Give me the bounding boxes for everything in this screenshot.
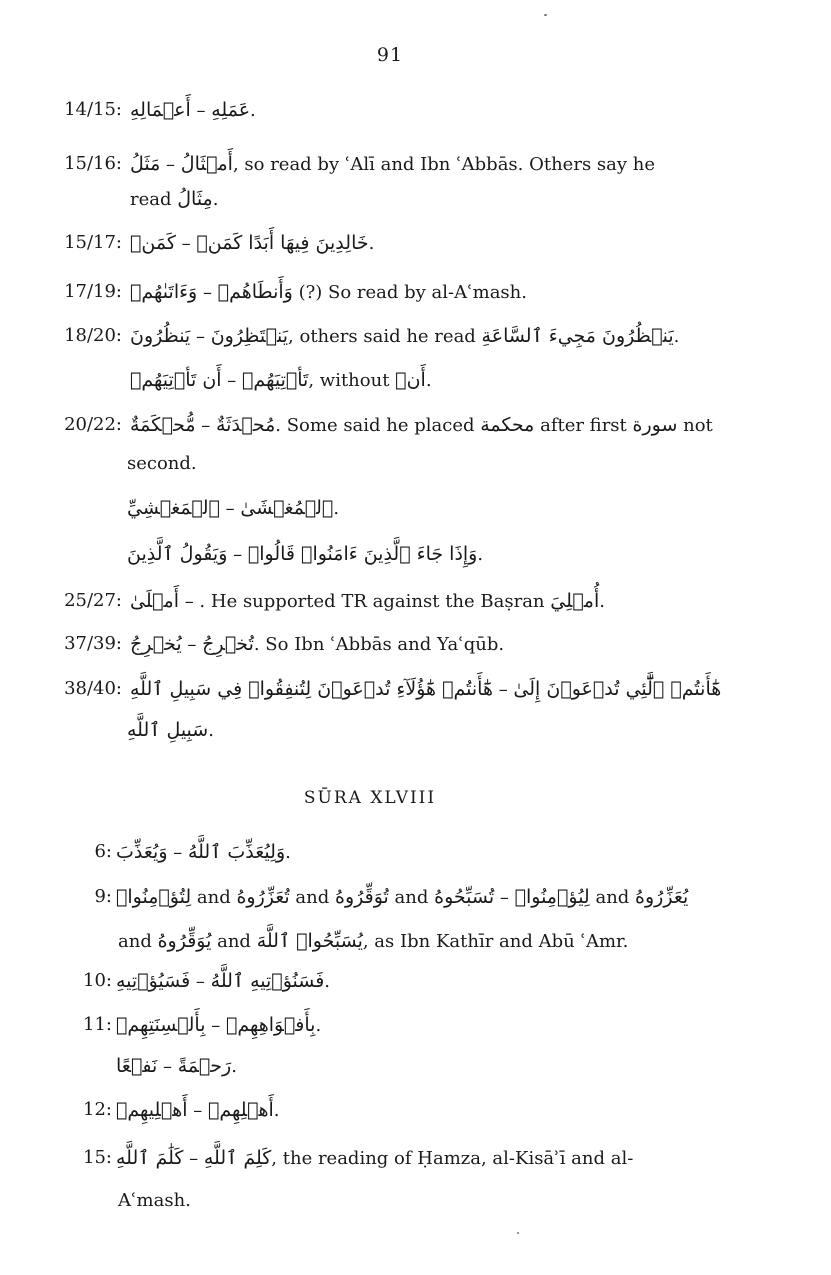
commentary-text: not <box>677 415 713 436</box>
commentary-text: – <box>160 154 181 175</box>
arabic-text: أَعۡمَالِهِ <box>130 99 191 121</box>
arabic-text: أَنۡ <box>395 369 426 391</box>
arabic-text: فَسَيُؤۡتِيهِ <box>116 970 191 992</box>
arabic-text: هَٰٓأَنتُمۡ ٱلَّٰٓئِي تُدۡعَوۡنَ إِلَىٰ <box>513 678 722 700</box>
sura48-reading-line <box>118 1187 191 1215</box>
commentary-text: – <box>205 1015 226 1036</box>
sura48-reading-line <box>116 883 688 912</box>
sura48-verse-ref: 15: <box>83 1147 112 1168</box>
commentary-text: , without <box>308 370 396 391</box>
arabic-text: ٱلۡمَغۡشِيِّ <box>127 497 220 519</box>
commentary-text: , as Ibn Kathīr and Abū ʿAmr. <box>362 931 629 952</box>
commentary-text: – <box>187 1100 208 1121</box>
sura47-reading-line <box>130 150 655 179</box>
commentary-text: and <box>388 887 435 908</box>
commentary-text: read <box>130 189 178 210</box>
arabic-text: تَأۡتِيَهُمۡ <box>242 369 309 391</box>
commentary-text: . <box>324 971 331 992</box>
sura47-reading-line <box>127 494 339 523</box>
commentary-text: . So Ibn ʿAbbās and Yaʿqūb. <box>253 634 505 655</box>
arabic-text: سَبِيلِ ٱللَّهِ <box>127 719 209 741</box>
sura47-verse-ref: 20/22: <box>64 414 122 435</box>
commentary-text: – . He supported TR against the Baṣran <box>178 591 551 612</box>
commentary-text: . <box>315 1015 322 1036</box>
sura47-reading-line <box>130 366 432 395</box>
sura47-reading-line <box>130 630 504 659</box>
commentary-text: – <box>157 1056 178 1077</box>
arabic-text: فَسَنُؤۡتِيهِ ٱللَّهُ <box>210 970 325 992</box>
arabic-text: مُحۡدَثَةٌ <box>215 414 276 436</box>
arabic-text: ٱلۡمُغۡشَىٰ <box>240 497 334 519</box>
commentary-text: – <box>195 415 216 436</box>
arabic-text: أَمۡثَالُ <box>180 153 233 175</box>
sura48-reading-line <box>116 1096 280 1125</box>
commentary-text: (?) So read by al-Aʿmash. <box>292 282 527 303</box>
sura47-reading-line <box>130 185 218 214</box>
sura48-verse-ref: 12: <box>83 1099 112 1120</box>
sura47-reading-line <box>127 716 214 745</box>
commentary-text: . <box>273 1100 280 1121</box>
sura47-reading-line <box>130 587 605 616</box>
arabic-text: لِتُؤۡمِنُوا۟ <box>116 886 192 908</box>
arabic-text: يُسَبِّحُوا۟ ٱللَّهَ <box>256 930 363 952</box>
scan-speck <box>544 14 547 16</box>
commentary-text: – <box>492 679 514 700</box>
arabic-text: بِأَلۡسِنَتِهِمۡ <box>116 1014 206 1036</box>
commentary-text: . <box>250 100 256 121</box>
commentary-text: and <box>211 931 257 952</box>
sura47-reading-line <box>130 96 256 125</box>
arabic-text: يُوَقِّرُوهُ <box>157 930 212 952</box>
arabic-text: وَلِيُعَذِّبَ ٱللَّهُ <box>187 841 286 863</box>
page-number: 91 <box>376 44 404 66</box>
sura47-reading-line <box>130 675 721 704</box>
arabic-text: مِثَالُ <box>177 188 213 210</box>
sura48-reading-line <box>116 838 291 867</box>
commentary-text: – <box>190 100 212 121</box>
sura48-verse-ref: 10: <box>83 970 112 991</box>
sura48-verse-ref: 9: <box>94 886 112 907</box>
commentary-text: – <box>167 842 188 863</box>
arabic-text: أَن تَأۡتِيَهُمۡ <box>130 369 222 391</box>
sura47-verse-ref: 25/27: <box>64 590 122 611</box>
arabic-text: أُمۡلِيَ <box>550 590 600 612</box>
arabic-text: خَالِدِينَ فِيهَا أَبَدًا كَمَنۡ <box>196 232 369 254</box>
sura48-verse-ref: 6: <box>94 841 112 862</box>
commentary-text: – <box>219 498 241 519</box>
commentary-text: . <box>231 1056 237 1077</box>
commentary-text: , others said he read <box>288 326 482 347</box>
commentary-text: , the reading of Ḥamza, al-Kisāʾī and al- <box>271 1148 634 1169</box>
commentary-text: second. <box>127 453 197 474</box>
commentary-text: – <box>494 887 515 908</box>
commentary-text: and <box>191 887 237 908</box>
commentary-text: . <box>212 189 219 210</box>
arabic-text: وَأَنطَاهُمۡ <box>217 281 293 303</box>
commentary-text: – <box>221 370 243 391</box>
commentary-text: and <box>589 887 636 908</box>
arabic-text: كَلَٰمَ ٱللَّهِ <box>116 1147 184 1169</box>
arabic-text: نَفۡعًا <box>116 1055 158 1077</box>
arabic-text: يَنظُرُونَ <box>130 325 191 347</box>
sura48-reading-line <box>116 1144 633 1173</box>
arabic-text: مُّحۡكَمَةٌ <box>130 414 196 436</box>
sura47-reading-line <box>130 278 527 307</box>
commentary-text: – <box>190 326 211 347</box>
sura-heading: SŪRA XLVIII <box>303 788 437 808</box>
commentary-text: – <box>175 233 197 254</box>
arabic-text: كَلِمَ ٱللَّهِ <box>203 1147 272 1169</box>
commentary-text: – <box>183 1148 204 1169</box>
sura47-verse-ref: 15/17: <box>64 232 122 253</box>
commentary-text: . Some said he placed <box>275 415 481 436</box>
arabic-text: تُعَزِّرُوهُ <box>236 886 290 908</box>
commentary-text: , so read by ʿAlī and Ibn ʿAbbās. Others say he <box>232 154 656 175</box>
sura48-verse-ref: 11: <box>83 1014 112 1035</box>
commentary-text: . <box>285 842 291 863</box>
sura47-verse-ref: 38/40: <box>64 678 122 699</box>
commentary-text: . <box>599 591 605 612</box>
commentary-text: and <box>118 931 158 952</box>
arabic-text: وَيَقُولُ ٱلَّذِينَ <box>127 543 228 565</box>
commentary-text: after first <box>534 415 633 436</box>
arabic-text: محكمة <box>480 414 535 436</box>
sura47-verse-ref: 18/20: <box>64 325 122 346</box>
sura47-verse-ref: 17/19: <box>64 281 122 302</box>
arabic-text: تُسَبِّحُوهُ <box>434 886 495 908</box>
scan-speck <box>517 1232 519 1234</box>
arabic-text: يَنۡتَظِرُونَ <box>210 325 289 347</box>
commentary-text: – <box>181 634 203 655</box>
arabic-text: تُخۡرِجُ <box>202 633 254 655</box>
sura47-verse-ref: 15/16: <box>64 153 122 174</box>
arabic-text: تُوَقِّرُوهُ <box>335 886 389 908</box>
arabic-text: لِيُؤۡمِنُوا۟ <box>514 886 590 908</box>
sura48-reading-line <box>118 927 628 956</box>
sura47-verse-ref: 37/39: <box>64 633 122 654</box>
arabic-text: أَهۡلِيهِمۡ <box>116 1099 188 1121</box>
commentary-text: – <box>197 282 218 303</box>
commentary-text: – <box>190 971 211 992</box>
sura47-reading-line <box>130 229 374 258</box>
sura48-reading-line <box>116 1052 237 1081</box>
arabic-text: يُخۡرِجُ <box>130 633 182 655</box>
commentary-text: and <box>289 887 335 908</box>
arabic-text: أَهۡلِهِمۡ <box>207 1099 274 1121</box>
arabic-text: عَمَلِهِ <box>211 99 251 121</box>
commentary-text: . <box>333 498 340 519</box>
arabic-text: وَإِذَا جَاءَ ٱلَّذِينَ ءَامَنُوا۟ قَالُوا۟ <box>247 543 478 565</box>
commentary-text: . <box>368 233 375 254</box>
arabic-text: بِأَفۡوَاهِهِمۡ <box>225 1014 316 1036</box>
arabic-text: سورة <box>632 414 678 436</box>
arabic-text: كَمَنۡ <box>130 232 176 254</box>
sura47-reading-line <box>130 322 679 351</box>
arabic-text: هَٰٓأَنتُمۡ هَٰٓؤُلَآءِ تُدۡعَوۡنَ لِتُنفِقُوا۟ فِي سَبِيلِ ٱللَّهِ <box>130 678 493 700</box>
sura48-reading-line <box>116 1011 321 1040</box>
commentary-text: . <box>673 326 680 347</box>
sura47-reading-line <box>130 411 713 440</box>
commentary-text: . <box>208 720 214 741</box>
sura47-reading-line <box>127 450 197 478</box>
sura47-verse-ref: 14/15: <box>64 99 122 120</box>
commentary-text: . <box>477 544 484 565</box>
sura47-reading-line <box>127 540 483 569</box>
commentary-text: . <box>425 370 432 391</box>
arabic-text: مَثَلُ <box>130 153 161 175</box>
sura48-reading-line <box>116 967 330 996</box>
commentary-text: Aʿmash. <box>118 1190 191 1211</box>
arabic-text: يَنۡظُرُونَ مَجِيءَ ٱلسَّاعَةِ <box>481 325 674 347</box>
arabic-text: أَمۡلَىٰ <box>130 590 179 612</box>
arabic-text: رَحۡمَةً <box>177 1055 232 1077</box>
arabic-text: وَيُعَذِّبَ <box>116 841 168 863</box>
commentary-text: – <box>227 544 248 565</box>
arabic-text: يُعَزِّرُوهُ <box>635 886 689 908</box>
arabic-text: وَءَاتَىٰهُمۡ <box>130 281 198 303</box>
